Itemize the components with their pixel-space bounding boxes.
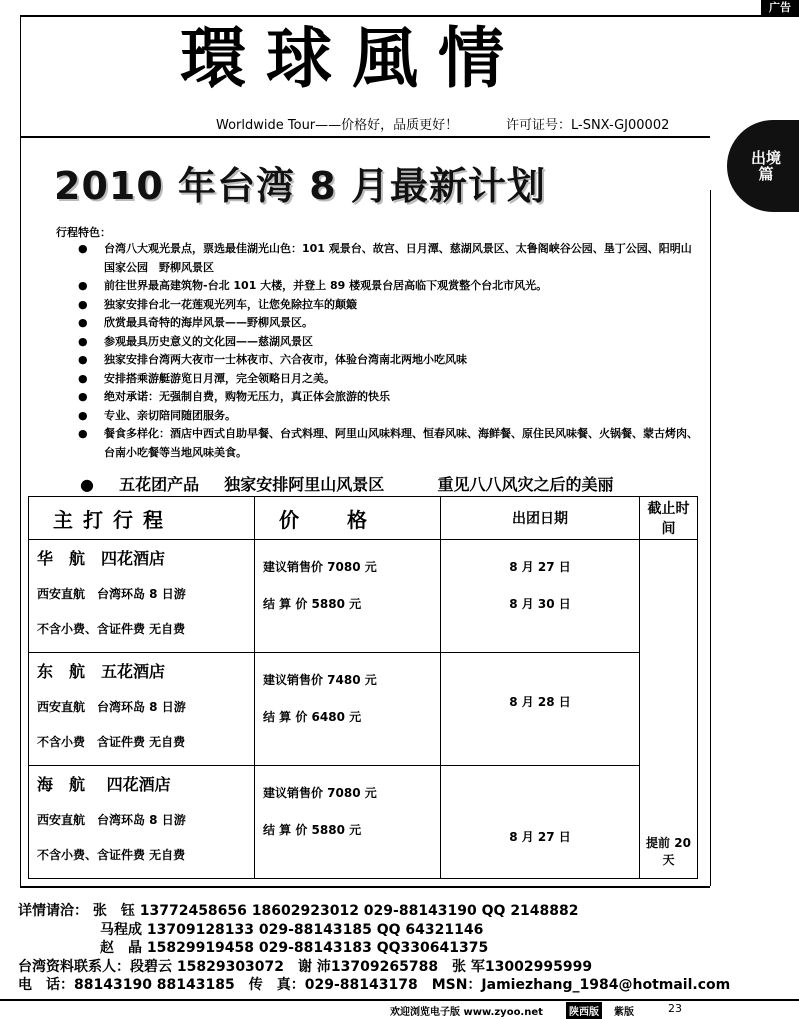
title-rule (20, 136, 710, 138)
settlement-price: 结 算 价 6480 元 (263, 710, 362, 724)
tagline: Worldwide Tour——价格好，品质更好！ (216, 118, 459, 133)
price-cell (255, 653, 441, 766)
contact-line: 赵 晶 15829919458 029-88143183 QQ330641375 (100, 940, 489, 956)
route-cell (29, 653, 255, 766)
header-route: 主打行程 (29, 497, 255, 540)
feature-item: ● 参观最具历史意义的文化园——慈湖风景区 (78, 333, 698, 352)
page-title: 2010 年台湾 8 月最新计划 (54, 164, 546, 208)
route-note: 不含小费、含证件费 无自费 (37, 622, 186, 636)
route-text: 西安直航 台湾环岛 8 日游 (37, 700, 186, 714)
date-cell (441, 766, 640, 879)
airline-hotel: 东 航 五花酒店 (37, 662, 166, 681)
date-cell (441, 653, 640, 766)
feature-item: ● 专业、亲切陪同随团服务。 (78, 407, 698, 426)
contact-text: 张 钰 13772458656 18602923012 029-88143190 QQ 2148882 (92, 903, 579, 919)
route-cell (29, 766, 255, 879)
footer-rule (0, 999, 799, 1001)
date-cell (441, 540, 640, 653)
table-header-row (29, 497, 698, 540)
table-row (29, 766, 698, 879)
contact-line: 电 话：88143190 88143185 传 真：029-88143178 MSN：Jamiezhang_1984@hotmail.com (18, 977, 731, 993)
feature-item: ● 安排搭乘游艇游览日月潭，完全领略日月之美。 (78, 370, 698, 389)
promo-recovery: 重见八八风灾之后的美丽 (437, 475, 614, 494)
suggested-price: 建议销售价 7480 元 (263, 673, 377, 687)
footer-edition: 紫版 (614, 1007, 634, 1018)
footer-edition-badge: 陕西版 (566, 1002, 602, 1019)
airline-hotel: 华 航 四花酒店 (37, 549, 166, 568)
feature-item: ● 独家安排台湾两大夜市一士林夜市、六合夜市，体验台湾南北两地小吃风味 (78, 351, 698, 370)
left-border (20, 16, 21, 886)
departure-date: 8 月 30 日 (509, 597, 571, 611)
header-deadline: 截止时间 (640, 497, 698, 540)
contact-rule (20, 886, 710, 888)
table-row (29, 540, 698, 653)
suggested-price: 建议销售价 7080 元 (263, 786, 377, 800)
route-note: 不含小费、含证件费 无自费 (37, 848, 186, 862)
price-cell (255, 766, 441, 879)
promo-line (80, 472, 613, 495)
ad-label: 广告 (761, 0, 799, 16)
promo-bullet: ● (80, 475, 94, 494)
feature-item: ● 台湾八大观光景点，票选最佳湖光山色：101 观景台、故宫、日月潭、慈湖风景区、太鲁阁峡谷公园、垦丁公园、阳明山国家公园 野柳风景区 (78, 240, 698, 277)
section-tab (727, 120, 799, 212)
contact-line: 台湾资料联系人：段碧云 15829303072 谢 沛13709265788 张 军13002995999 (18, 958, 593, 975)
settlement-price: 结 算 价 5880 元 (263, 823, 362, 837)
header-price: 价 格 (255, 497, 441, 540)
route-text: 西安直航 台湾环岛 8 日游 (37, 587, 186, 601)
contact-line: 马程成 13709128133 029-88143185 QQ 64321146 (100, 921, 484, 938)
suggested-price: 建议销售价 7080 元 (263, 560, 377, 574)
features-list (78, 240, 698, 462)
promo-product: 五花团产品 (119, 475, 200, 494)
settlement-price: 结 算 价 5880 元 (263, 597, 362, 611)
route-text: 西安直航 台湾环岛 8 日游 (37, 813, 186, 827)
departure-date: 8 月 28 日 (509, 695, 571, 709)
contact-label: 详情请洽： (18, 903, 88, 919)
right-border (710, 190, 711, 886)
departure-date: 8 月 27 日 (509, 560, 571, 574)
airline-hotel: 海 航 四花酒店 (37, 775, 171, 794)
feature-item: ● 前往世界最高建筑物-台北 101 大楼，并登上 89 楼观景台居高临下观赏整个台北市风光。 (78, 277, 698, 296)
footer-site: 欢迎浏览电子版 www.zyoo.net (390, 1007, 543, 1018)
header-date: 出团日期 (441, 497, 640, 540)
contact-line (18, 902, 730, 921)
promo-alishan: 独家安排阿里山风景区 (224, 475, 385, 494)
feature-item: ● 独家安排台北一花莲观光列车，让您免除拉车的颠簸 (78, 296, 698, 315)
table-row (29, 653, 698, 766)
departure-date: 8 月 27 日 (509, 830, 571, 844)
page-number: 23 (668, 1002, 682, 1015)
top-rule (20, 15, 799, 17)
deadline-cell: 提前 20 天 (640, 540, 698, 879)
route-note: 不含小费 含证件费 无自费 (37, 735, 186, 749)
tour-schedule-table (28, 496, 698, 879)
feature-item: ● 餐食多样化：酒店中西式自助早餐、台式料理、阿里山风味料理、恒春风味、海鲜餐、原住民风味餐、火锅餐、蒙古烤肉、台南小吃餐等当地风味美食。 (78, 425, 698, 462)
price-cell (255, 540, 441, 653)
contact-block (18, 902, 730, 995)
feature-item: ● 欣赏最具奇特的海岸风景——野柳风景区。 (78, 314, 698, 333)
route-cell (29, 540, 255, 653)
brand-logo-text: 環球風情 (180, 19, 524, 97)
license-number: 许可证号：L-SNX-GJ00002 (506, 118, 670, 133)
feature-item: ● 绝对承诺：无强制自费，购物无压力，真正体会旅游的快乐 (78, 388, 698, 407)
features-title: 行程特色： (56, 226, 111, 239)
section-tab-label: 出境篇 (750, 149, 781, 183)
